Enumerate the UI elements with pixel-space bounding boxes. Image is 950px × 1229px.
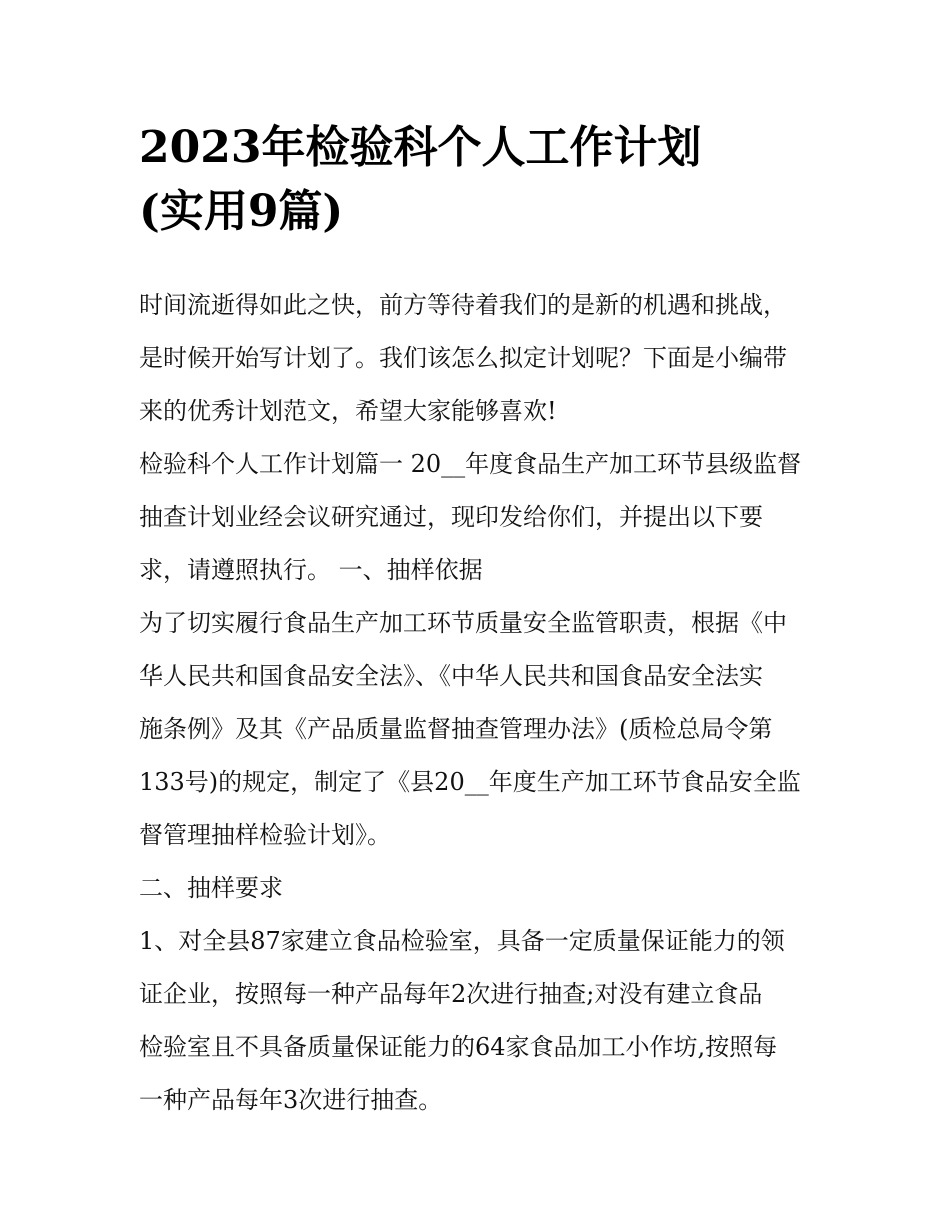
body-line: 检验科个人工作计划篇一 20__年度食品生产加工环节县级监督 [139, 450, 802, 478]
body-line: 检验室且不具备质量保证能力的64家食品加工小作坊,按照每 [139, 1033, 778, 1061]
document-body [139, 279, 829, 1127]
body-line: 求，请遵照执行。 一、抽样依据 [139, 556, 483, 584]
body-line: 为了切实履行食品生产加工环节质量安全监管职责，根据《中 [139, 609, 787, 637]
title-line-2: (实用9篇) [139, 186, 344, 237]
title-line-1: 2023年检验科个人工作计划 [139, 122, 702, 173]
body-line: 是时候开始写计划了。我们该怎么拟定计划呢？下面是小编带 [139, 344, 787, 372]
body-line: 华人民共和国食品安全法》、《中华人民共和国食品安全法实 [139, 662, 763, 690]
body-line: 证企业，按照每一种产品每年2次进行抽查;对没有建立食品 [139, 980, 763, 1008]
body-line: 来的优秀计划范文，希望大家能够喜欢! [139, 397, 557, 425]
body-line: 抽查计划业经会议研究通过，现印发给你们，并提出以下要 [139, 503, 763, 531]
body-line: 一种产品每年3次进行抽查。 [139, 1086, 443, 1114]
body-line: 二、抽样要求 [139, 874, 283, 902]
body-line: 施条例》及其《产品质量监督抽查管理办法》(质检总局令第 [139, 715, 773, 743]
body-line: 133号)的规定，制定了《县20__年度生产加工环节食品安全监 [139, 768, 801, 796]
body-line: 督管理抽样检验计划》。 [139, 821, 391, 849]
document-title [139, 116, 839, 244]
body-line: 1、对全县87家建立食品检验室，具备一定质量保证能力的领 [139, 927, 785, 955]
body-line: 时间流逝得如此之快，前方等待着我们的是新的机遇和挑战， [139, 291, 787, 319]
